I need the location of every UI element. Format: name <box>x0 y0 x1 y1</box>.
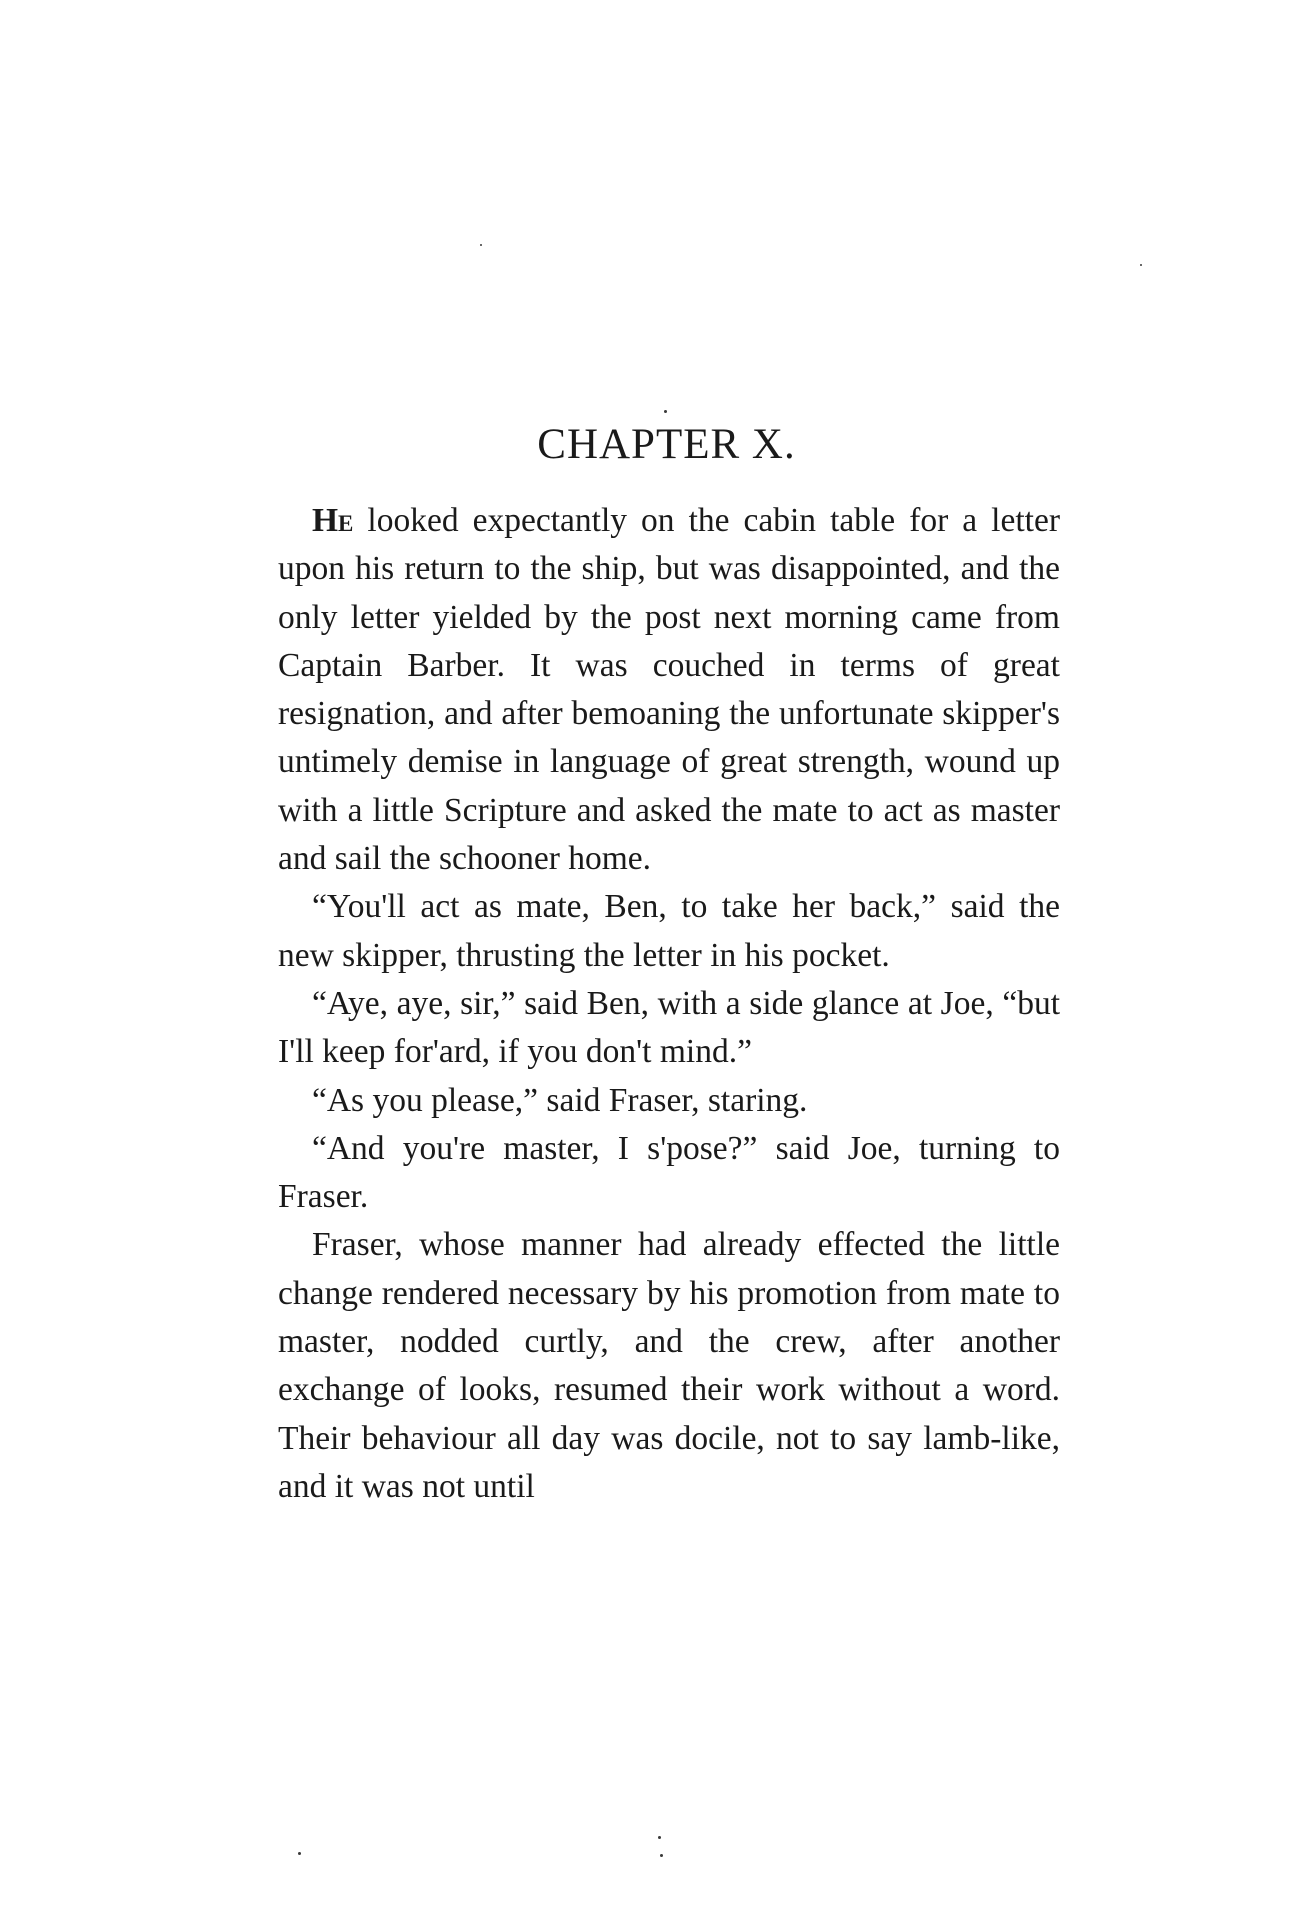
paragraph: Fraser, whose manner had already effected the little change rendered necessary by his promotion from mate to master, nodded curtly, and the crew, after another exchange of looks, resumed their work without a word. Their behaviour all day was docile, not to say lamb-like, and it was not until <box>278 1226 1060 1505</box>
paragraph: “As you please,” said Fraser, staring. <box>312 1081 808 1119</box>
paragraph: “Aye, aye, sir,” said Ben, with a side glance at Joe, “but I'll keep for'ard, if you don't mind.” <box>278 984 1060 1071</box>
chapter-title: CHAPTER X. <box>537 421 796 468</box>
paragraph-lead-word: He <box>312 502 354 539</box>
body-text <box>278 497 1060 1511</box>
paragraph: “You'll act as mate, Ben, to take her back,” said the new skipper, thrusting the letter in his pocket. <box>278 888 1060 974</box>
scan-speck <box>664 410 667 413</box>
scan-speck <box>1140 264 1142 266</box>
paragraph-text: looked expectantly on the cabin table for a letter upon his return to the ship, but was disappointed, and the only letter yielded by the post next morning came from Captain Barber. It was couched in terms of great resignation, and after bemoaning the unfortunate skipper's untimely demise in language of great strength, wound up with a little Scripture and asked the mate to act as master and sail the schooner home. <box>278 502 1060 878</box>
scan-speck <box>660 1854 663 1857</box>
paragraph <box>278 497 1060 883</box>
paragraph: “And you're master, I s'pose?” said Joe, turning to Fraser. <box>278 1129 1060 1216</box>
scan-speck <box>298 1852 301 1855</box>
scan-speck <box>658 1836 661 1839</box>
scan-speck <box>480 244 482 246</box>
